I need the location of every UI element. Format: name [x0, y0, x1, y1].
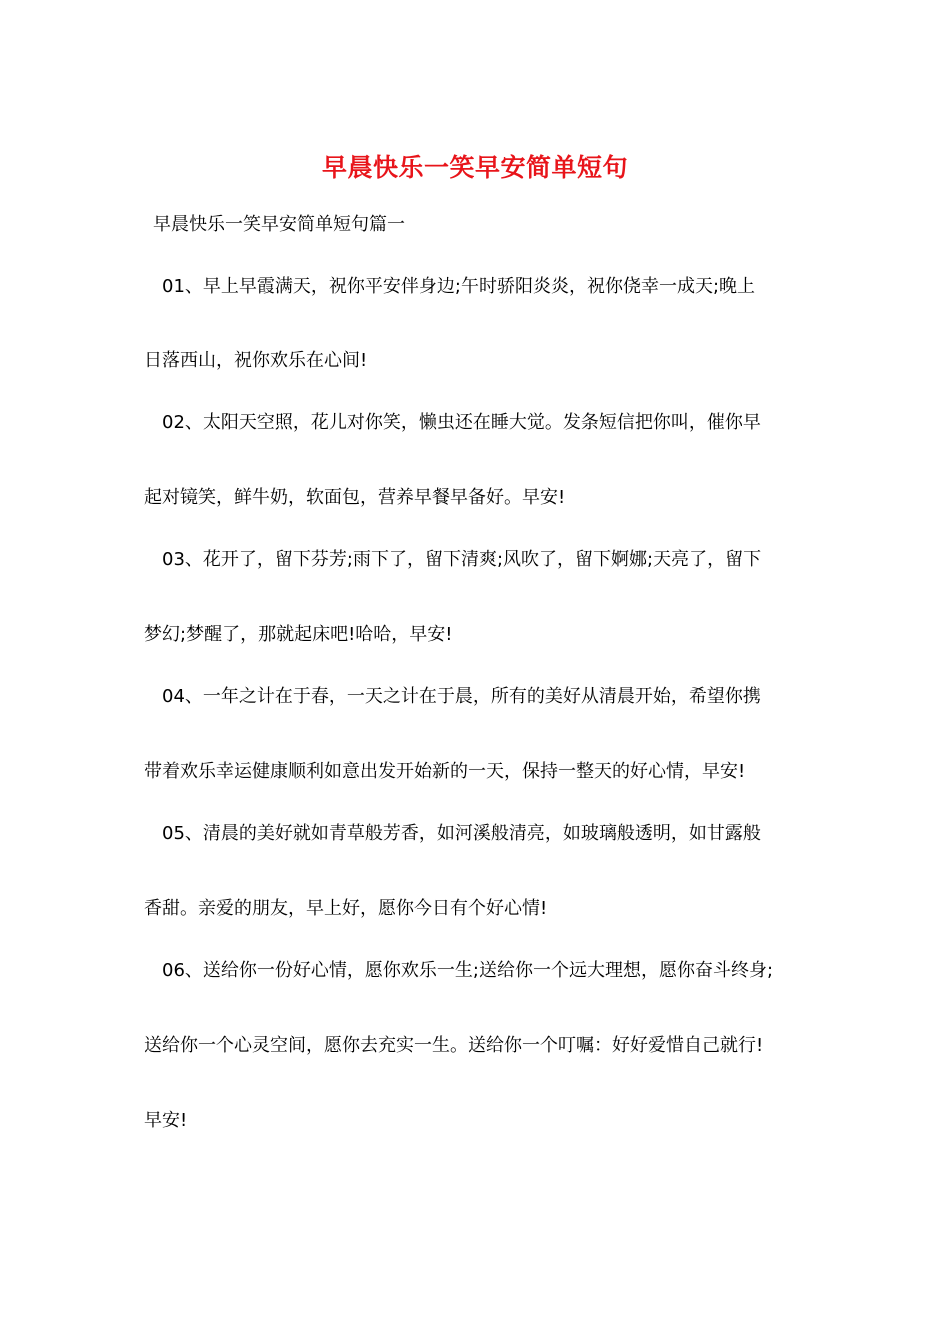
paragraph-5-line-1: 05、清晨的美好就如青草般芳香，如河溪般清亮，如玻璃般透明，如甘露般	[162, 823, 761, 844]
paragraph-4-line-2: 带着欢乐幸运健康顺利如意出发开始新的一天，保持一整天的好心情，早安!	[144, 761, 746, 782]
paragraph-2-line-1: 02、太阳天空照，花儿对你笑，懒虫还在睡大觉。发条短信把你叫，催你早	[162, 412, 761, 433]
paragraph-6-line-2: 送给你一个心灵空间，愿你去充实一生。送给你一个叮嘱：好好爱惜自己就行!	[144, 1035, 764, 1056]
paragraph-6-line-3: 早安!	[144, 1110, 188, 1131]
paragraph-3-line-1: 03、花开了，留下芬芳;雨下了，留下清爽;风吹了，留下婀娜;天亮了，留下	[162, 549, 762, 570]
paragraph-1-line-1: 01、早上早霞满天，祝你平安伴身边;午时骄阳炎炎，祝你侥幸一成天;晚上	[162, 276, 756, 297]
document-subtitle: 早晨快乐一笑早安简单短句篇一	[153, 214, 405, 235]
paragraph-1-line-2: 日落西山，祝你欢乐在心间!	[144, 350, 368, 371]
paragraph-4-line-1: 04、一年之计在于春，一天之计在于晨，所有的美好从清晨开始，希望你携	[162, 686, 761, 707]
document-title: 早晨快乐一笑早安简单短句	[321, 153, 628, 182]
paragraph-5-line-2: 香甜。亲爱的朋友，早上好，愿你今日有个好心情!	[144, 898, 548, 919]
paragraph-2-line-2: 起对镜笑，鲜牛奶，软面包，营养早餐早备好。早安!	[144, 487, 566, 508]
paragraph-3-line-2: 梦幻;梦醒了，那就起床吧!哈哈，早安!	[144, 624, 453, 645]
paragraph-6-line-1: 06、送给你一份好心情，愿你欢乐一生;送给你一个远大理想，愿你奋斗终身;	[162, 960, 774, 981]
